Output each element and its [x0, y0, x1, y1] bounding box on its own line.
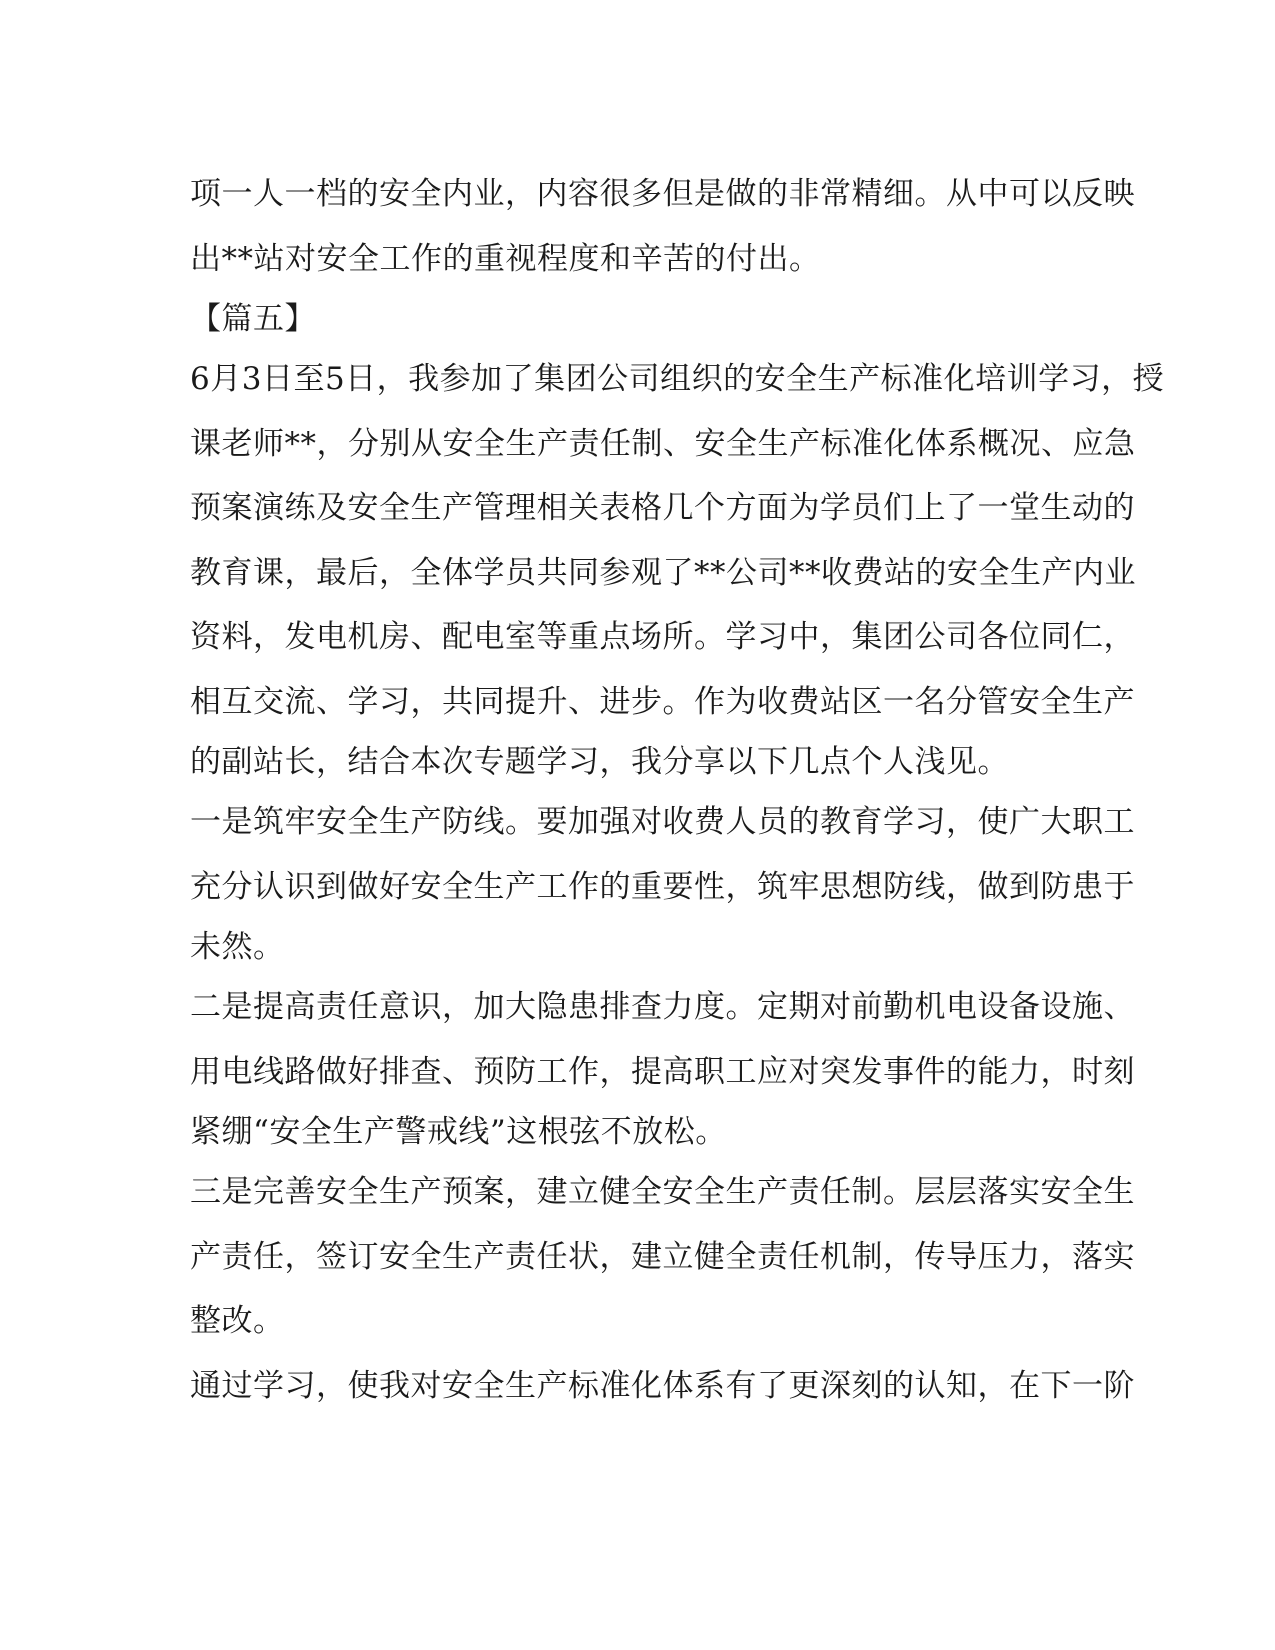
text-line: 课老师**，分别从安全生产责任制、安全生产标准化体系概况、应急	[190, 425, 1136, 462]
document-body	[190, 162, 1165, 1418]
text-line: 未然。	[190, 929, 285, 965]
text-line: 出**站对安全工作的重视程度和辛苦的付出。	[190, 240, 821, 277]
text-line: 用电线路做好排查、预防工作，提高职工应对突发事件的能力，时刻	[190, 1053, 1135, 1090]
text-line: 产责任，签订安全生产责任状，建立健全责任机制，传导压力，落实	[190, 1238, 1135, 1275]
text-line: 充分认识到做好安全生产工作的重要性，筑牢思想防线，做到防患于	[190, 868, 1135, 905]
text-line: 通过学习，使我对安全生产标准化体系有了更深刻的认知，在下一阶	[190, 1367, 1135, 1404]
text-line: 紧绷“安全生产警戒线”这根弦不放松。	[190, 1114, 727, 1150]
text-line: 二是提高责任意识，加大隐患排查力度。定期对前勤机电设备设施、	[190, 989, 1135, 1025]
text-line: 项一人一档的安全内业，内容很多但是做的非常精细。从中可以反映	[190, 176, 1135, 212]
text-line: 相互交流、学习，共同提升、进步。作为收费站区一名分管安全生产	[190, 683, 1135, 720]
text-line: 的副站长，结合本次专题学习，我分享以下几点个人浅见。	[190, 744, 1009, 780]
text-line: 整改。	[190, 1303, 285, 1339]
text-line: 资料，发电机房、配电室等重点场所。学习中，集团公司各位同仁，	[190, 619, 1135, 655]
text-line: 一是筑牢安全生产防线。要加强对收费人员的教育学习，使广大职工	[190, 804, 1135, 840]
text-line: 教育课，最后，全体学员共同参观了**公司**收费站的安全生产内业	[190, 554, 1136, 591]
text-line: 三是完善安全生产预案，建立健全安全生产责任制。层层落实安全生	[190, 1174, 1135, 1210]
text-line: 预案演练及安全生产管理相关表格几个方面为学员们上了一堂生动的	[190, 490, 1135, 526]
text-line: 6月3日至5日，我参加了集团公司组织的安全生产标准化培训学习，授	[190, 361, 1165, 397]
section-heading: 【篇五】	[190, 301, 316, 337]
